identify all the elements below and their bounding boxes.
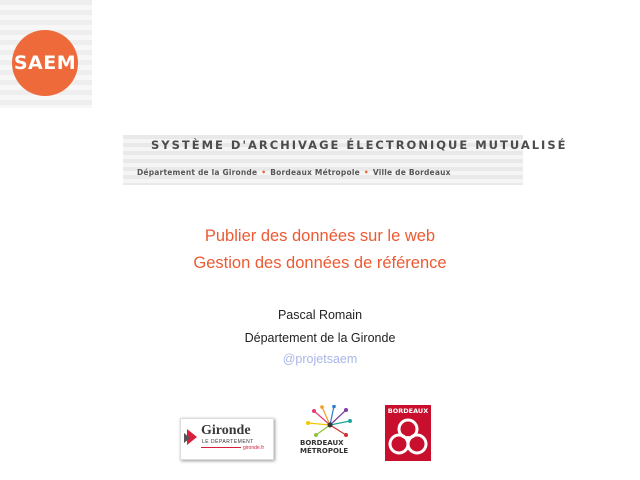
banner-title: SYSTÈME D'ARCHIVAGE ÉLECTRONIQUE MUTUALISÉ — [151, 138, 568, 152]
separator-dot: • — [261, 168, 267, 177]
gironde-subtitle: LE DÉPARTEMENT — [202, 439, 254, 445]
author-department: Département de la Gironde — [244, 331, 396, 345]
twitter-handle[interactable]: @projetsaem — [282, 352, 358, 366]
partner-ville: Ville de Bordeaux — [372, 168, 451, 177]
saem-logo-text: SAEM — [13, 52, 77, 74]
metropole-label — [300, 439, 360, 455]
partner-metropole: Bordeaux Métropole — [270, 168, 360, 177]
ville-de-bordeaux-logo — [385, 405, 431, 461]
separator-dot: • — [363, 168, 369, 177]
gironde-divider — [201, 447, 241, 448]
gironde-logo — [180, 418, 274, 460]
gironde-chevron-icon — [184, 433, 190, 443]
metropole-label-line2: MÉTROPOLE — [300, 447, 349, 455]
saem-logo-block — [0, 0, 92, 108]
project-banner — [123, 135, 568, 185]
bordeaux-metropole-logo — [300, 405, 360, 465]
gironde-url: gironde.fr — [243, 445, 265, 451]
metropole-label-line1: BORDEAUX — [300, 439, 344, 447]
bordeaux-crescents-icon — [385, 415, 431, 461]
banner-partners — [137, 168, 451, 177]
bordeaux-label: BORDEAUX — [387, 407, 429, 415]
gironde-name: Gironde — [201, 423, 251, 438]
slide-title-line2: Gestion des données de référence — [193, 254, 447, 272]
metropole-star-icon — [300, 405, 360, 439]
slide-title-line1: Publier des données sur le web — [204, 227, 436, 245]
saem-logo — [12, 30, 78, 96]
author-name: Pascal Romain — [277, 308, 363, 322]
partner-gironde: Département de la Gironde — [137, 168, 258, 177]
